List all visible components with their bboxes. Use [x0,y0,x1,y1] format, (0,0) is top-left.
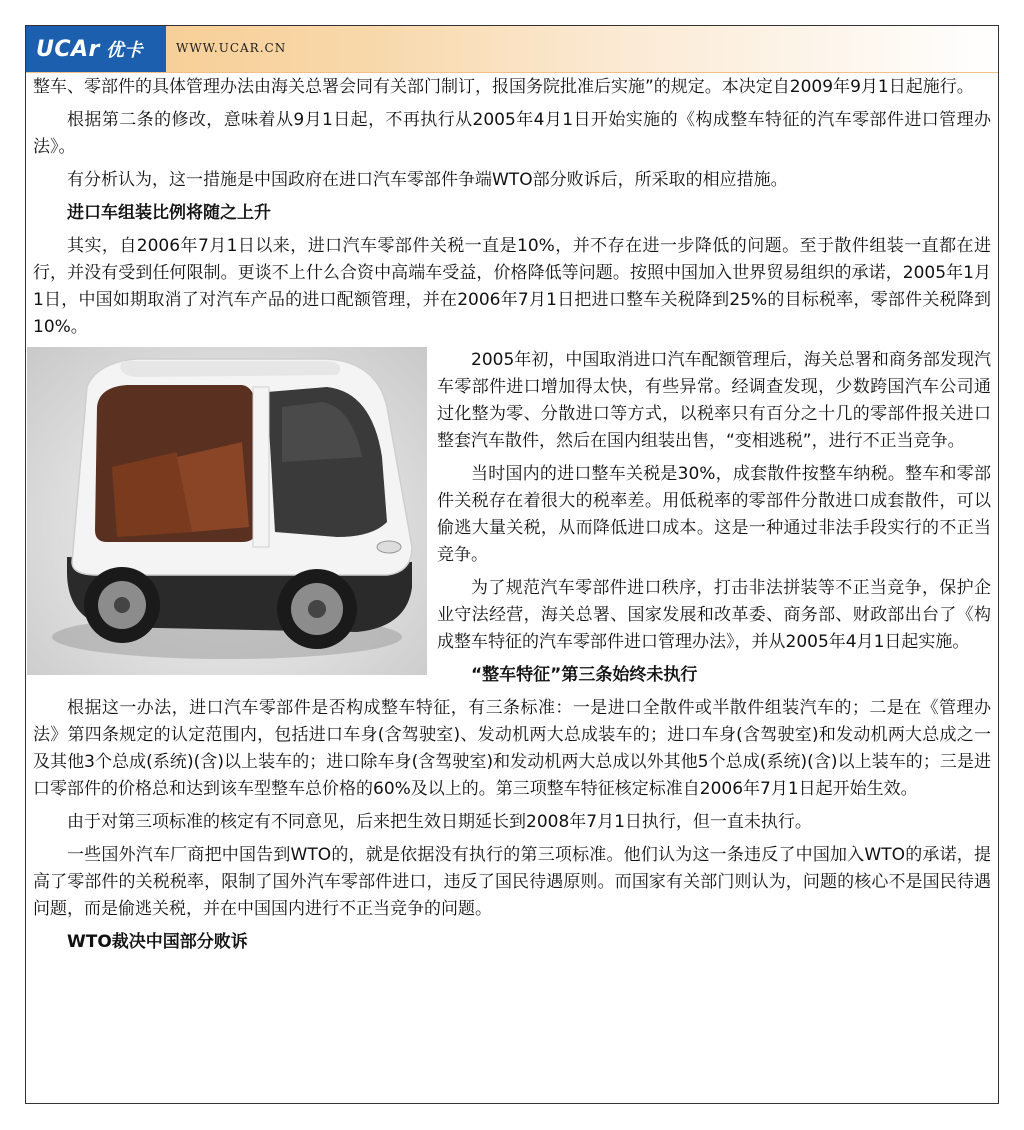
site-logo[interactable] [26,26,166,72]
page-frame [25,25,999,1104]
site-header [26,26,998,73]
logo-text: UCAr [36,36,100,62]
paragraph-3: 有分析认为，这一措施是中国政府在进口汽车零部件争端WTO部分败诉后，所采取的相应措施。 [67,170,788,190]
paragraph-1: 整车、零部件的具体管理办法由海关总署会同有关部门制订，报国务院批准后实施”的规定。本决定自2009年9月1日起施行。 [33,77,974,97]
site-url[interactable]: WWW.UCAR.CN [176,41,287,55]
microcar-illustration [27,347,427,675]
paragraph-5: 2005年初，中国取消进口汽车配额管理后，海关总署和商务部发现汽车零部件进口增加得太快，有些异常。经调查发现，少数跨国汽车公司通过化整为零、分散进口等方式，以税率只有百分之十几的零部件报关进口整套汽车散件，然后在国内组装出售，“变相逃税”，进行不正当竞争。 [437,350,991,451]
paragraph-7: 为了规范汽车零部件进口秩序，打击非法拼装等不正当竞争，保护企业守法经营，海关总署、国家发展和改革委、商务部、财政部出台了《构成整车特征的汽车零部件进口管理办法》，并从2005年4月1日起实施。 [437,578,991,652]
paragraph-2: 根据第二条的修改，意味着从9月1日起，不再执行从2005年4月1日开始实施的《构成整车特征的汽车零部件进口管理办法》。 [33,110,991,157]
article-body [33,74,991,962]
section-heading-3: WTO裁决中国部分败诉 [67,932,248,952]
paragraph-10: 一些国外汽车厂商把中国告到WTO的，就是依据没有执行的第三项标准。他们认为这一条违反了中国加入WTO的承诺，提高了零部件的关税税率，限制了国外汽车零部件进口，违反了国民待遇原则。而国家有关部门则认为，问题的核心不是国民待遇问题，而是偷逃关税，并在中国国内进行不正当竞争的问题。 [33,845,991,919]
section-heading-2: “整车特征”第三条始终未执行 [471,665,698,685]
logo-chinese: 优卡 [105,40,143,61]
paragraph-8: 根据这一办法，进口汽车零部件是否构成整车特征，有三条标准：一是进口全散件或半散件组装汽车的；二是在《管理办法》第四条规定的认定范围内，包括进口车身(含驾驶室)、发动机两大总成装车的；进口车身(含驾驶室)和发动机两大总成之一及其他3个总成(系统)(含)以上装车的；进口除车身(含驾驶室)和发动机两大总成以外其他5个总成(系统)(含)以上装车的；三是进口零部件的价格总和达到该车型整车总价格的60%及以上的。第三项整车特征核定标准自2006年7月1日起开始生效。 [33,698,991,799]
section-heading-1: 进口车组装比例将随之上升 [67,203,271,223]
paragraph-4: 其实，自2006年7月1日以来，进口汽车零部件关税一直是10%，并不存在进一步降低的问题。至于散件组装一直都在进行，并没有受到任何限制。更谈不上什么合资中高端车受益，价格降低等问题。按照中国加入世界贸易组织的承诺，2005年1月1日，中国如期取消了对汽车产品的进口配额管理，并在2006年7月1日把进口整车关税降到25%的目标税率，零部件关税降到10%。 [33,236,991,337]
car-photo [27,347,427,675]
paragraph-6: 当时国内的进口整车关税是30%，成套散件按整车纳税。整车和零部件关税存在着很大的税率差。用低税率的零部件分散进口成套散件，可以偷逃大量关税，从而降低进口成本。这是一种通过非法手段实行的不正当竞争。 [437,464,991,565]
paragraph-9: 由于对第三项标准的核定有不同意见，后来把生效日期延长到2008年7月1日执行，但一直未执行。 [67,812,812,832]
